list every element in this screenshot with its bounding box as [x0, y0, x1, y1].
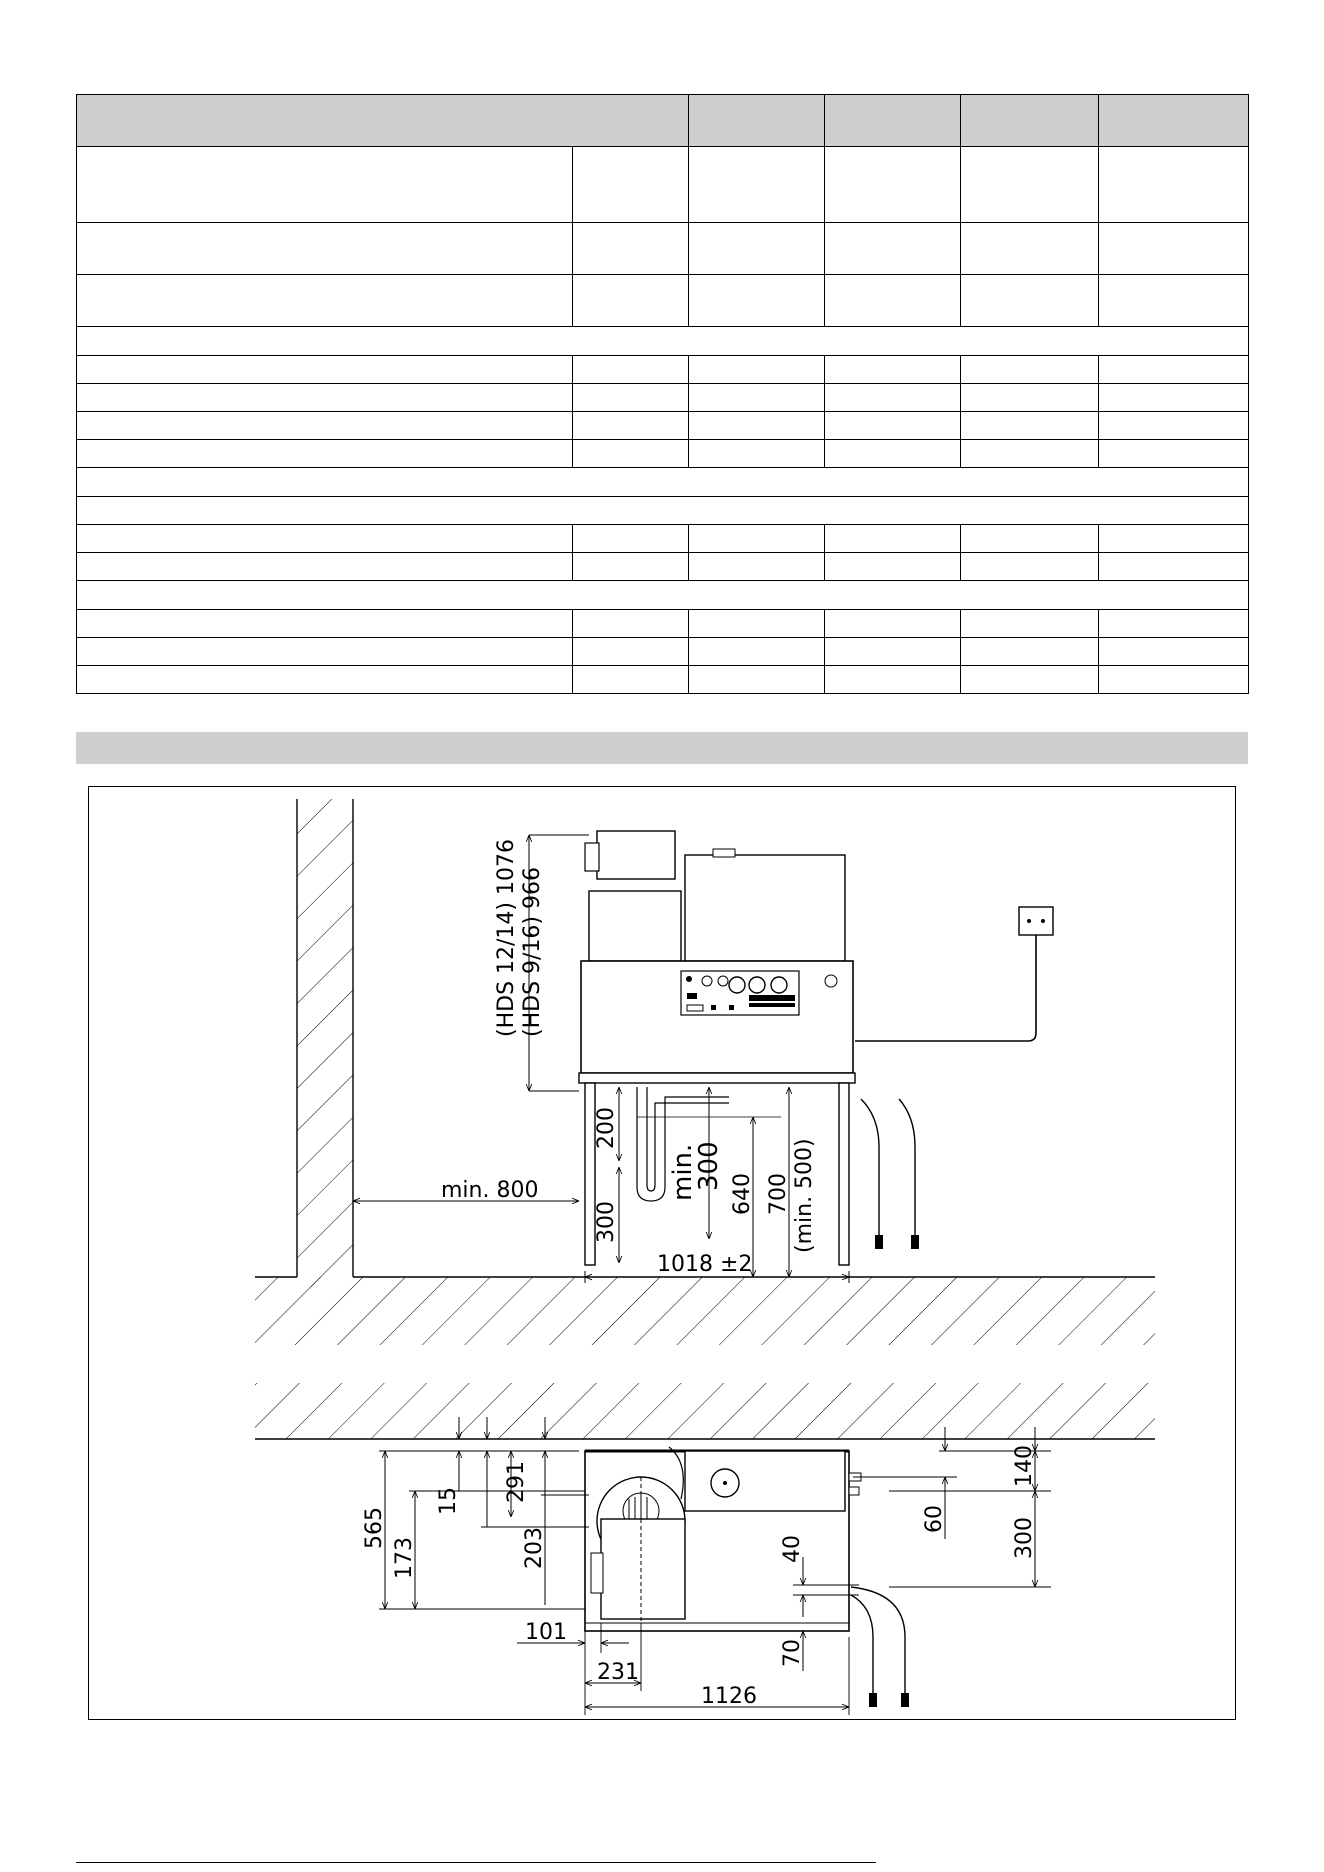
dim-700: 700	[766, 1173, 791, 1215]
table-row	[77, 223, 1249, 275]
elevation-view	[255, 799, 1155, 1355]
table-group-row	[77, 468, 1249, 497]
dim-200: 200	[594, 1107, 619, 1149]
dim-173: 173	[392, 1537, 417, 1579]
dim-300-plan: 300	[1012, 1517, 1037, 1559]
ceiling-wall-hatch	[255, 1383, 1155, 1439]
dim-60: 60	[922, 1505, 947, 1533]
dim-640: 640	[730, 1173, 755, 1215]
hose-left	[861, 1099, 879, 1235]
dim-101: 101	[525, 1620, 567, 1645]
dim-1126: 1126	[701, 1684, 757, 1709]
table-row	[77, 666, 1249, 694]
dim-203: 203	[522, 1527, 547, 1569]
table-group-row	[77, 581, 1249, 610]
table-header-row	[77, 95, 1249, 147]
installation-drawing	[88, 786, 1236, 1720]
plan-view	[255, 1383, 1155, 1715]
table-row	[77, 384, 1249, 412]
hose-right	[899, 1099, 915, 1235]
dim-565: 565	[362, 1507, 387, 1549]
dim-height-hds-12-14: (HDS 12/14) 1076	[494, 839, 519, 1037]
heater-plan	[601, 1519, 685, 1619]
table-group-row	[77, 327, 1249, 356]
dim-70: 70	[780, 1639, 805, 1667]
table-row	[77, 147, 1249, 223]
dim-height-hds-9-16: (HDS 9/16) 966	[520, 867, 545, 1037]
footer-rule	[76, 1862, 876, 1863]
table-row	[77, 356, 1249, 384]
dim-width-1018: 1018 ±2	[657, 1252, 753, 1277]
heater-module	[589, 891, 681, 961]
section-heading-bar	[76, 732, 1248, 764]
table-row	[77, 610, 1249, 638]
installation-drawing-svg	[89, 787, 1237, 1721]
spec-table	[76, 94, 1249, 694]
burner-housing	[597, 831, 675, 879]
wall-hatch	[297, 799, 353, 1287]
dim-140: 140	[1012, 1445, 1037, 1487]
dim-15: 15	[436, 1487, 461, 1515]
machine-leg-right	[839, 1083, 849, 1265]
table-row	[77, 553, 1249, 581]
power-socket	[1019, 907, 1053, 935]
table-row	[77, 275, 1249, 327]
table-row	[77, 440, 1249, 468]
boiler-housing	[685, 855, 845, 961]
table-row	[77, 525, 1249, 553]
power-cable	[855, 935, 1036, 1041]
dim-min-500: (min. 500)	[792, 1138, 817, 1253]
dim-min-300: 300	[694, 1141, 724, 1191]
table-group-row	[77, 497, 1249, 525]
dim-291: 291	[504, 1461, 529, 1503]
dim-300: 300	[594, 1201, 619, 1243]
boiler-plan	[685, 1451, 845, 1511]
dim-40: 40	[780, 1535, 805, 1563]
table-row	[77, 412, 1249, 440]
dim-min-label: min.	[668, 1143, 698, 1201]
floor-hatch	[255, 1277, 1155, 1345]
dim-231: 231	[597, 1660, 639, 1685]
dim-wall-clearance: min. 800	[441, 1178, 539, 1203]
table-row	[77, 638, 1249, 666]
